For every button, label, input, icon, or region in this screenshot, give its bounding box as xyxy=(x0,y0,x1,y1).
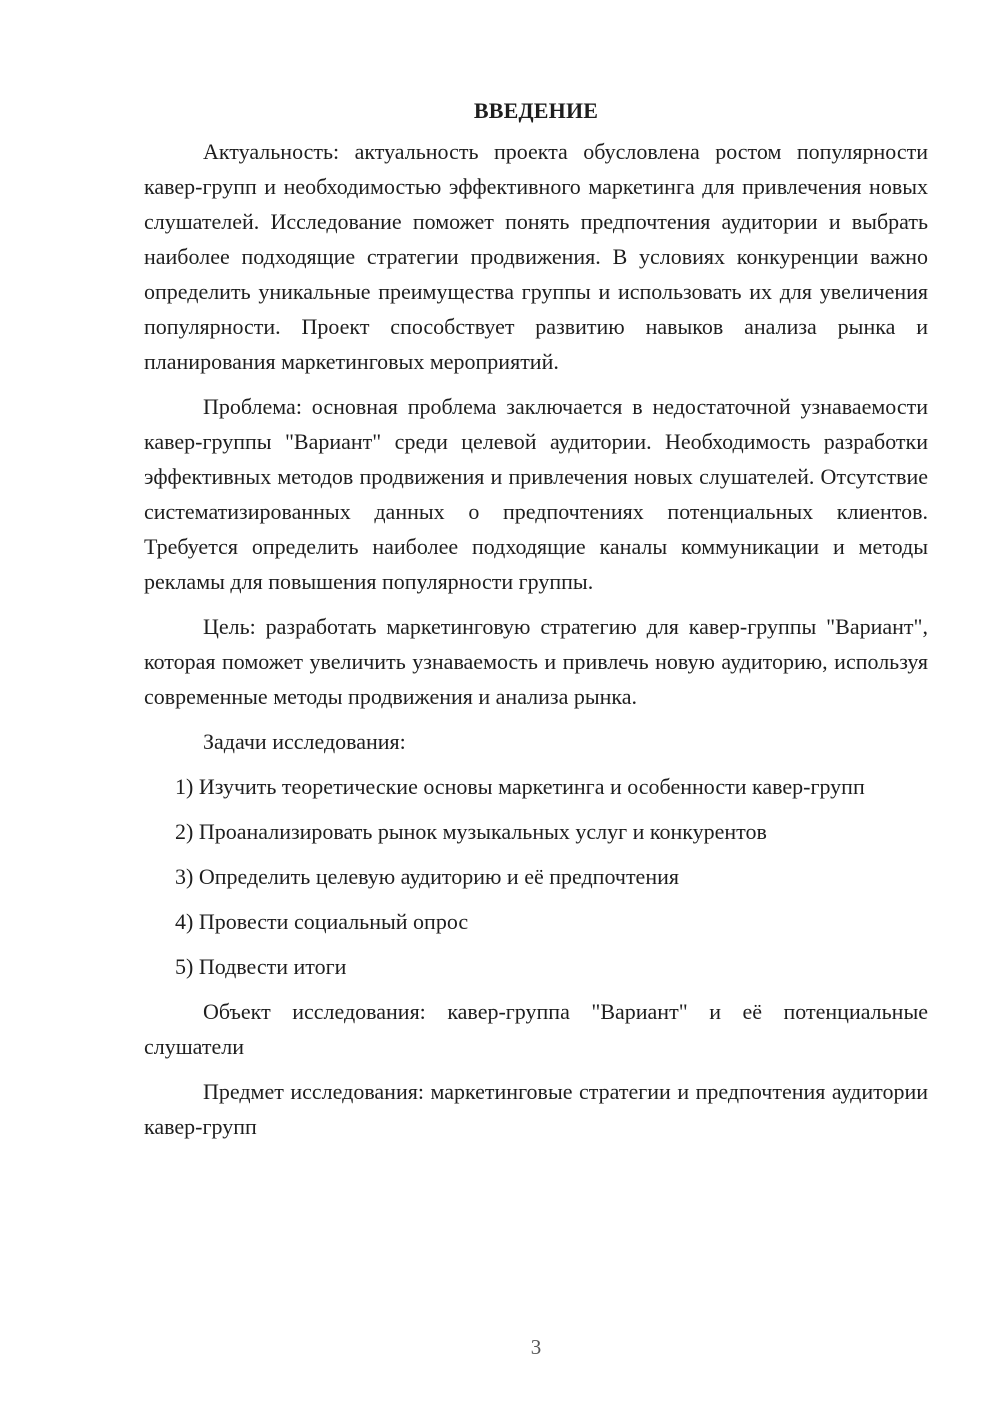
task-item-3: 3) Определить целевую аудиторию и её предпочтения xyxy=(175,864,679,889)
paragraph-relevance: Актуальность: актуальность проекта обусловлена ростом популярности кавер-групп и необходимостью эффективного маркетинга для привлечения новых слушателей. Исследование поможет понять предпочтения аудитории и выбрать наиболее подходящие стратегии продвижения. В условиях конкуренции важно определить уникальные преимущества группы и использовать их для увеличения популярности. Проект способствует развитию навыков анализа рынка и планирования маркетинговых мероприятий. xyxy=(144,139,928,374)
paragraph-subject: Предмет исследования: маркетинговые стратегии и предпочтения аудитории кавер-групп xyxy=(144,1079,928,1139)
paragraph-object: Объект исследования: кавер-группа "Вариант" и её потенциальные слушатели xyxy=(144,999,928,1059)
paragraph-goal: Цель: разработать маркетинговую стратегию для кавер-группы "Вариант", которая поможет увеличить узнаваемость и привлечь новую аудиторию, используя современные методы продвижения и анализа рынка. xyxy=(144,614,928,709)
document-page xyxy=(144,96,928,1154)
tasks-heading: Задачи исследования: xyxy=(203,729,406,754)
task-item-1: 1) Изучить теоретические основы маркетинга и особенности кавер-групп xyxy=(175,774,865,799)
page-title: ВВЕДЕНИЕ xyxy=(473,98,599,123)
page-number: 3 xyxy=(530,1335,542,1359)
task-item-5: 5) Подвести итоги xyxy=(175,954,347,979)
task-item-4: 4) Провести социальный опрос xyxy=(175,909,469,934)
paragraph-problem: Проблема: основная проблема заключается в недостаточной узнаваемости кавер-группы "Вариант" среди целевой аудитории. Необходимость разработки эффективных методов продвижения и привлечения новых слушателей. Отсутствие систематизированных данных о предпочтениях потенциальных клиентов. Требуется определить наиболее подходящие каналы коммуникации и методы рекламы для повышения популярности группы. xyxy=(144,394,928,594)
task-item-2: 2) Проанализировать рынок музыкальных услуг и конкурентов xyxy=(175,819,767,844)
